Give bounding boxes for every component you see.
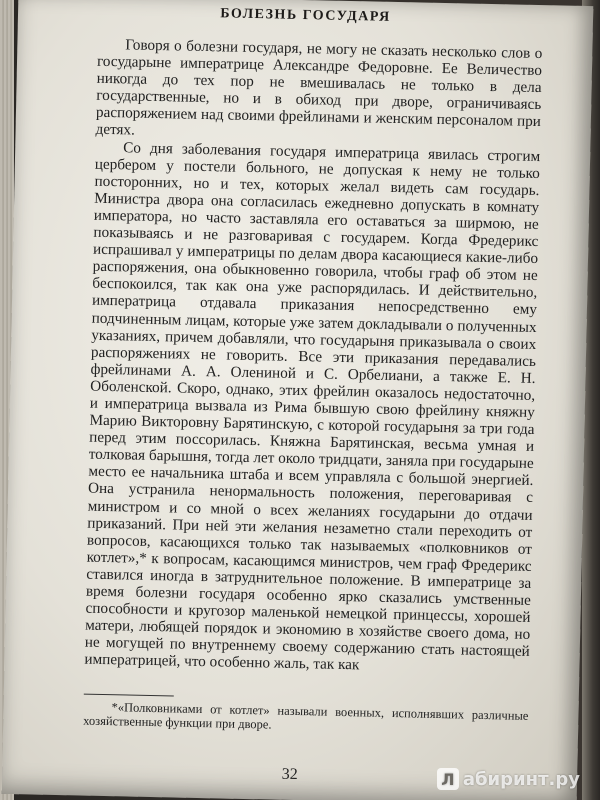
book-page	[2, 0, 594, 800]
footnote	[83, 700, 528, 737]
body-text	[84, 36, 542, 678]
watermark	[437, 768, 580, 790]
footnote-text: *«Полковниками от котлет» называли военных, исполнявших различные хозяйственные функции при дворе.	[83, 700, 529, 732]
running-header: БОЛЕЗНЬ ГОСУДАРЯ	[220, 6, 391, 25]
labirint-logo-icon: Л	[437, 768, 459, 790]
footnote-divider	[84, 694, 174, 697]
paragraph-2: Со дня заболевания государя императрица явилась строгим цербером у постели больного, не допуская к нему не только посторонних, но и тех, которых желал видеть сам государь. Министра двора она согласилась ежедневно допускать в комнату императора, но часто заставляла его оставаться за ширмою, не показываясь и не разговаривая с государем. Когда Фредерикс испрашивал у императрицы по делам двора касающиеся какие-либо распоряжения, она обыкновенно говорила, чтобы граф об этом не беспокоился, так как она уже распорядилась. И действительно, императрица отдавала приказания непосредственно ему подчиненным лицам, которые уже затем докладывали о полученных указаниях, причем добавляли, что государыня приказывала о своих распоряжениях не говорить. Все эти приказания передавались фрейлинами А. А. Олениной и С. Орбелиани, а также Е. Н. Оболенской. Скоро, однако, этих фрейлин оказалось недостаточно, и императрица вызвала из Рима бывшую свою фрейлину княжну Марию Викторовну Барятинскую, с которой государыня за три года перед этим поссорилась. Княжна Барятинская, весьма умная и толковая барышня, тогда лет около тридцати, заняла при государыне место ее начальника штаба и всем управляла с большой энергией. Она устранила ненормальность положения, переговаривая с министром и со мной о всех желаниях государыни до отдачи приказаний. При ней эти желания незаметно стали переходить от вопросов, касающихся только так называемых «полковников от котлет»,* к вопросам, касающимся министров, чем граф Фредерикс ставился иногда в затруднительное положение. В императрице за время болезни государя особенно ярко сказались умственные способности и кругозор маленькой немецкой принцессы, хорошей матери, любящей порядок и экономию в хозяйстве своего дома, но не могущей по внутреннему своему содержанию стать настоящей императрицей, что особенно жаль, так как	[84, 138, 541, 674]
paragraph-1: Говоря о болезни государя, не могу не сказать несколько слов о государыне императрице Александре Федоровне. Ее Величество никогда до тех пор не вмешивалась не только в дела государственные, но и в обиход при дворе, ограничиваясь распоряжением над своими фрейлинами и женским персоналом при детях.	[95, 36, 543, 140]
page-number: 32	[281, 765, 298, 784]
watermark-text: абиринт.ру	[462, 768, 580, 790]
